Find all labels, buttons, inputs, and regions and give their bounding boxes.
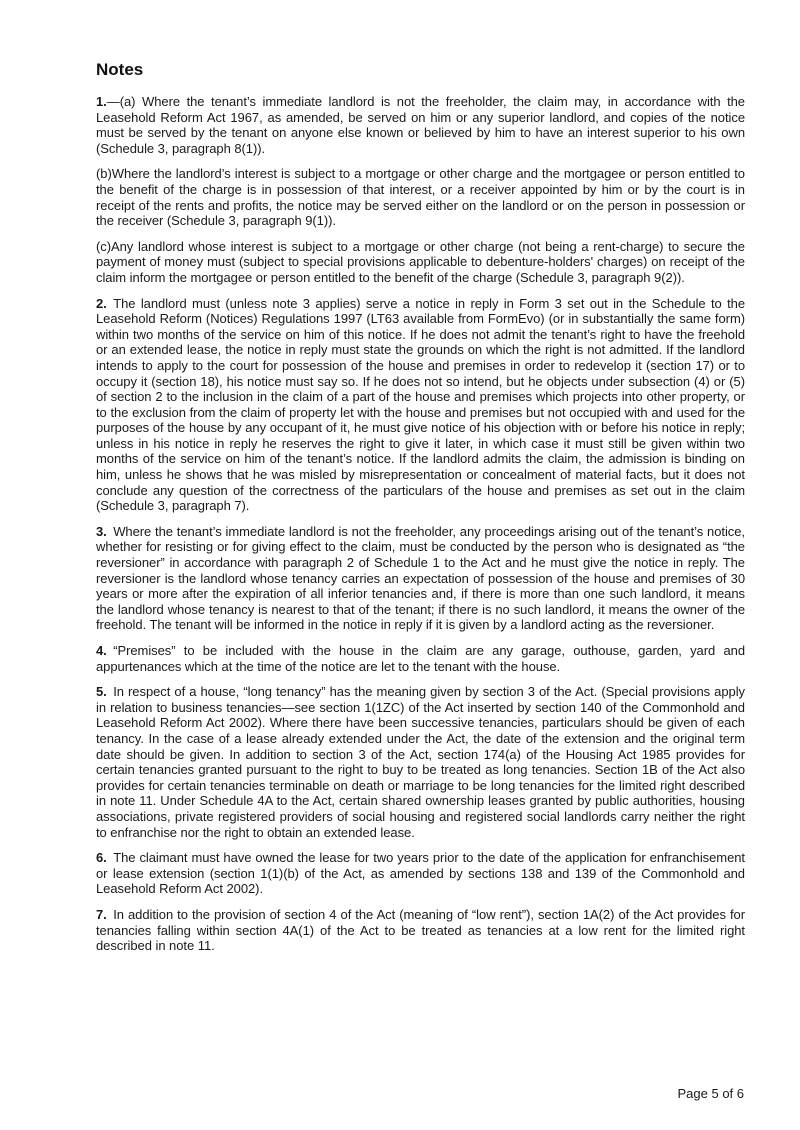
document-content <box>96 60 745 964</box>
note-paragraph-1b <box>96 166 745 228</box>
page-title: Notes <box>96 60 144 79</box>
note-text: The claimant must have owned the lease for two years prior to the date of the application for enfranchisement or lease extension (section 1(1)(b) of the Act, as amended by sections 138 and 139 of the Commonhold and Leasehold Reform Act 2002). <box>96 850 745 897</box>
note-number: 1. <box>96 94 107 109</box>
note-paragraph-3 <box>96 524 745 633</box>
note-number: 2. <box>96 295 107 311</box>
note-paragraph-2 <box>96 296 745 514</box>
note-paragraph-7 <box>96 907 745 954</box>
note-paragraph-6 <box>96 850 745 897</box>
note-text: The landlord must (unless note 3 applies) serve a notice in reply in Form 3 set out in the Schedule to the Leasehold Reform (Notices) Regulations 1997 (LT63 available from FormEvo) (or in substantially the same form) within two months of the service on him of this notice. If he does not admit the tenant’s right to have the freehold or an extended lease, the notice in reply must state the grounds on which the right is not admitted. If the landlord intends to apply to the court for possession of the house and premises in order to redevelop it (section 17) or to occupy it (section 18), his notice must say so. If he does not so intend, but he objects under subsection (4) or (5) of section 2 to the inclusion in the claim of a part of the house and premises which projects into other property, or to the exclusion from the claim of property let with the house and premises but not occupied with and used for the purposes of the house by any occupant of it, he must give notice of his objection with or before his notice in reply; unless in his notice in reply he reserves the right to give it later, in which case it must still be given within two months of the service on him of the tenant’s notice. If the landlord admits the claim, the admission is binding on him, unless he shows that he was misled by misrepresentation or concealment of material facts, but it does not conclude any question of the correctness of the particulars of the house and premises as set out in the claim (Schedule 3, paragraph 7). <box>96 295 745 514</box>
note-paragraph-1c <box>96 239 745 286</box>
note-number: 6. <box>96 850 107 866</box>
note-number: 7. <box>96 906 107 922</box>
note-text: (b)Where the landlord’s interest is subject to a mortgage or other charge and the mortgagee or person entitled to the benefit of the charge is in possession of that interest, or a receiver appointed by him or by the court is in receipt of the rents and profits, the notice may be served either on the landlord or on the person in possession or the receiver (Schedule 3, paragraph 9(1)). <box>96 166 745 229</box>
note-text: Where the tenant’s immediate landlord is not the freeholder, any proceedings arising out of the tenant’s notice, whether for resisting or for giving effect to the claim, must be conducted by the person who is designated as “the reversioner” in accordance with paragraph 2 of Schedule 1 to the Act and he must give the notice in reply. The reversioner is the landlord whose tenancy carries an expectation of possession of the house and premises of 30 years or more after the expiration of all inferior tenancies and, if there is more than one such landlord, it means the landlord whose tenancy is nearest to that of the tenant; if there is no such landlord, it means the owner of the freehold. The tenant will be informed in the notice in reply if it is given by a landlord acting as the reversioner. <box>96 523 745 633</box>
note-paragraph-1a <box>96 94 745 156</box>
note-number: 4. <box>96 643 107 658</box>
note-text: “Premises” to be included with the house in the claim are any garage, outhouse, garden, yard and appurtenances which at the time of the notice are let to the tenant with the house. <box>96 643 745 674</box>
note-text: —(a) Where the tenant’s immediate landlord is not the freeholder, the claim may, in accordance with the Leasehold Reform Act 1967, as amended, be served on him or any superior landlord, and copies of the notice must be served by the tenant on anyone else known or believed by him to have an interest superior to his own (Schedule 3, paragraph 8(1)). <box>96 94 745 156</box>
note-text: In respect of a house, “long tenancy” has the meaning given by section 3 of the Act. (Special provisions apply in relation to business tenancies—see section 1(1ZC) of the Act inserted by section 140 of the Commonhold and Leasehold Reform Act 2002). Where there have been successive tenancies, particulars should be given of each tenancy. In the case of a lease already extended under the Act, the date of the extension and the original term date should be given. In addition to section 3 of the Act, section 174(a) of the Housing Act 1985 provides for certain tenancies granted pursuant to the right to buy to be treated as long tenancies. Section 1B of the Act also provides for certain tenancies terminable on death or marriage to be long tenancies for the limited right described in note 11. Under Schedule 4A to the Act, certain shared ownership leases granted by public authorities, housing associations, private registered providers of social housing and registered social landlords carry neither the right to enfranchise nor the right to obtain an extended lease. <box>96 684 745 840</box>
note-text: (c)Any landlord whose interest is subject to a mortgage or other charge (not being a rent-charge) to secure the payment of money must (subject to special provisions applicable to debenture-holders' charges) on receipt of the claim inform the mortgagee or person entitled to the benefit of the charge (Schedule 3, paragraph 9(2)). <box>96 238 745 285</box>
page-number: Page 5 of 6 <box>677 1086 744 1101</box>
note-paragraph-4 <box>96 643 745 674</box>
note-number: 5. <box>96 684 107 700</box>
note-number: 3. <box>96 523 107 539</box>
note-paragraph-5 <box>96 684 745 840</box>
note-text: In addition to the provision of section 4 of the Act (meaning of “low rent”), section 1A(2) of the Act provides for tenancies falling within section 4A(1) of the Act to be treated as tenancies at a low rent for the limited right described in note 11. <box>96 906 745 954</box>
